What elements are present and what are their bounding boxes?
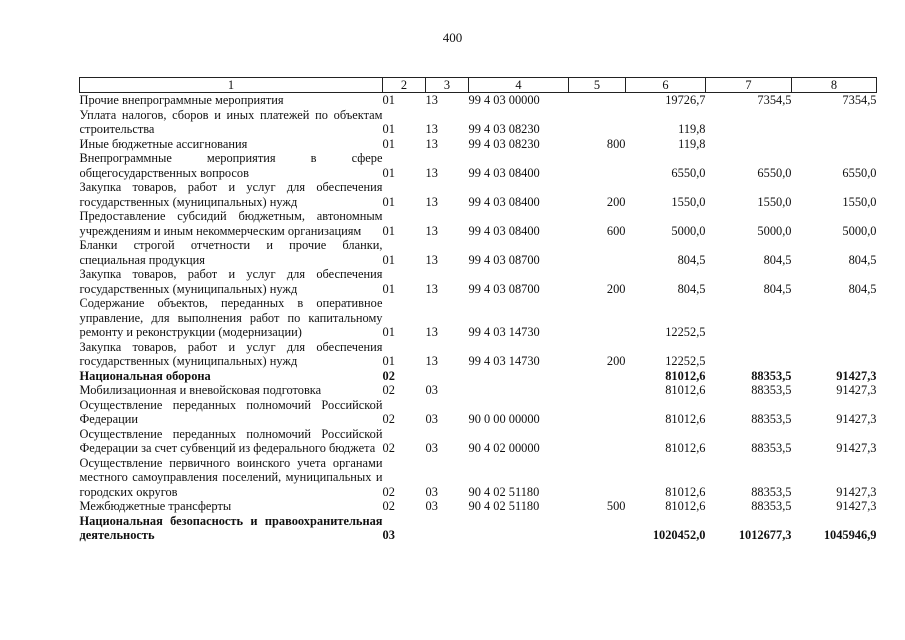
target-article-code	[469, 514, 569, 543]
amount-col-8: 804,5	[848, 281, 877, 296]
amount-col-7: 804,5	[763, 252, 792, 267]
target-article-code: 99 4 03 08230	[468, 122, 540, 136]
amount-col-8: 1550,0	[842, 194, 877, 209]
amount-col-7: 804,5	[763, 281, 792, 296]
subsection-code: 13	[425, 136, 438, 151]
amount-col-7: 7354,5	[757, 93, 792, 107]
amount-col-6: 1550,0	[671, 194, 706, 209]
subsection-code: 13	[425, 281, 438, 296]
amount-col-6: 81012,6	[665, 499, 706, 513]
column-header: 1	[80, 78, 383, 93]
expense-type-code	[569, 427, 626, 456]
amount-col-7: 5000,0	[757, 223, 792, 238]
expense-type-code	[569, 93, 626, 108]
subsection-code: 13	[425, 325, 438, 339]
expense-type-code: 800	[606, 136, 626, 151]
amount-col-6: 19726,7	[665, 93, 706, 107]
amount-col-7	[706, 340, 792, 369]
table-row	[80, 151, 877, 180]
row-name: Осуществление первичного воинского учета органами местного самоуправления поселений, муниципальных и городских округов	[79, 455, 383, 499]
section-code: 01	[382, 325, 395, 339]
amount-col-6: 12252,5	[665, 354, 706, 368]
amount-col-7	[706, 137, 792, 152]
expense-type-code	[569, 383, 626, 398]
page-number: 400	[442, 30, 463, 45]
subsection-code: 13	[425, 93, 438, 107]
header-row	[80, 78, 877, 93]
amount-col-7	[706, 296, 792, 340]
amount-col-6: 81012,6	[665, 383, 706, 397]
budget-table	[79, 77, 877, 543]
target-article-code: 90 4 02 51180	[468, 484, 540, 499]
section-code: 01	[382, 252, 395, 267]
section-code: 01	[382, 165, 395, 180]
table-row	[80, 514, 877, 543]
row-name: Закупка товаров, работ и услуг для обеспечения государственных (муниципальных) нужд	[79, 180, 383, 209]
amount-col-6: 804,5	[677, 252, 706, 267]
amount-col-8: 91427,3	[836, 441, 877, 455]
target-article-code	[469, 383, 569, 398]
target-article-code: 99 4 03 08400	[468, 165, 540, 180]
subsection-code: 03	[425, 383, 438, 397]
table-row	[80, 456, 877, 500]
amount-col-8: 5000,0	[842, 223, 877, 238]
target-article-code: 90 0 00 00000	[468, 412, 540, 426]
row-name: Иные бюджетные ассигнования	[79, 136, 248, 151]
column-header: 8	[792, 78, 877, 93]
section-code: 01	[382, 281, 395, 296]
section-code: 02	[382, 499, 395, 513]
column-header: 3	[426, 78, 469, 93]
row-name: Национальная оборона	[79, 368, 211, 383]
amount-col-6: 1020452,0	[652, 528, 706, 542]
table-row	[80, 369, 877, 384]
table-row	[80, 296, 877, 340]
subsection-code: 03	[425, 499, 438, 513]
amount-col-8: 6550,0	[842, 165, 877, 180]
amount-col-8: 1045946,9	[823, 528, 877, 542]
amount-col-8: 91427,3	[836, 368, 877, 383]
subsection-code: 13	[425, 223, 438, 238]
amount-col-6: 12252,5	[665, 325, 706, 339]
table-row	[80, 108, 877, 137]
table-row	[80, 137, 877, 152]
expense-type-code: 600	[606, 223, 626, 238]
table-row	[80, 383, 877, 398]
amount-col-7	[706, 108, 792, 137]
section-code: 01	[382, 122, 395, 136]
subsection-code: 13	[425, 252, 438, 267]
target-article-code: 99 4 03 14730	[468, 354, 540, 368]
column-header: 7	[706, 78, 792, 93]
amount-col-6: 119,8	[678, 136, 706, 151]
amount-col-8	[792, 296, 877, 340]
amount-col-7: 1012677,3	[738, 528, 792, 542]
amount-col-8: 91427,3	[836, 499, 877, 513]
target-article-code: 99 4 03 00000	[468, 93, 540, 107]
target-article-code: 90 4 02 00000	[468, 441, 540, 455]
column-header: 2	[383, 78, 426, 93]
target-article-code: 90 4 02 51180	[468, 499, 540, 513]
expense-type-code	[569, 108, 626, 137]
target-article-code: 99 4 03 14730	[468, 325, 540, 339]
section-code: 02	[382, 368, 395, 383]
amount-col-7: 88353,5	[751, 412, 792, 426]
table-row	[80, 180, 877, 209]
section-code: 02	[382, 383, 395, 397]
table-row	[80, 398, 877, 427]
expense-type-code: 500	[606, 499, 626, 513]
section-code: 02	[382, 484, 395, 499]
amount-col-8	[792, 108, 877, 137]
subsection-code: 03	[425, 441, 438, 455]
amount-col-7: 88353,5	[751, 383, 792, 397]
target-article-code: 99 4 03 08700	[468, 252, 540, 267]
expense-type-code	[569, 151, 626, 180]
subsection-code: 03	[425, 412, 438, 426]
row-name: Закупка товаров, работ и услуг для обеспечения государственных (муниципальных) нужд	[79, 339, 383, 368]
subsection-code: 13	[425, 122, 438, 136]
amount-col-8	[792, 340, 877, 369]
table-body	[80, 93, 877, 543]
subsection-code: 13	[425, 194, 438, 209]
column-header: 6	[626, 78, 706, 93]
row-name: Осуществление переданных полномочий Российской Федерации за счет субвенций из федерального бюджета	[79, 426, 383, 455]
table-row	[80, 427, 877, 456]
row-name: Предоставление субсидий бюджетным, автономным учреждениям и иным некоммерческим организациям	[79, 209, 383, 238]
target-article-code	[469, 369, 569, 384]
expense-type-code: 200	[606, 194, 626, 209]
expense-type-code	[569, 296, 626, 340]
expense-type-code: 200	[606, 281, 626, 296]
amount-col-6: 81012,6	[665, 412, 706, 426]
target-article-code: 99 4 03 08700	[468, 281, 540, 296]
amount-col-6: 81012,6	[665, 441, 706, 455]
table-row	[80, 267, 877, 296]
subsection-code	[426, 369, 469, 384]
row-name: Внепрограммные мероприятия в сфере общегосударственных вопросов	[79, 151, 383, 180]
subsection-code: 13	[425, 354, 438, 368]
row-name: Межбюджетные трансферты	[79, 499, 232, 513]
table-row	[80, 209, 877, 238]
expense-type-code	[569, 514, 626, 543]
amount-col-6: 804,5	[677, 281, 706, 296]
amount-col-7: 88353,5	[751, 484, 792, 499]
table-row	[80, 499, 877, 514]
row-name: Мобилизационная и вневойсковая подготовка	[79, 383, 322, 397]
amount-col-8: 91427,3	[836, 484, 877, 499]
section-code: 01	[382, 194, 395, 209]
amount-col-6: 119,8	[678, 122, 706, 136]
row-name: Осуществление переданных полномочий Российской Федерации	[79, 397, 383, 426]
subsection-code	[426, 514, 469, 543]
expense-type-code	[569, 238, 626, 267]
amount-col-6: 81012,6	[665, 368, 706, 383]
expense-type-code	[569, 456, 626, 500]
amount-col-7: 88353,5	[751, 441, 792, 455]
table-row	[80, 93, 877, 108]
section-code: 02	[382, 412, 395, 426]
amount-col-8: 804,5	[848, 252, 877, 267]
row-name: Национальная безопасность и правоохранительная деятельность	[79, 513, 383, 542]
target-article-code: 99 4 03 08400	[468, 223, 540, 238]
row-name: Закупка товаров, работ и услуг для обеспечения государственных (муниципальных) нужд	[79, 267, 383, 296]
target-article-code: 99 4 03 08400	[468, 194, 540, 209]
amount-col-8	[792, 137, 877, 152]
amount-col-6: 6550,0	[671, 165, 706, 180]
amount-col-7: 6550,0	[757, 165, 792, 180]
row-name: Прочие внепрограммные мероприятия	[79, 93, 284, 107]
row-name: Бланки строгой отчетности и прочие бланки, специальная продукция	[79, 238, 383, 267]
amount-col-7: 88353,5	[751, 499, 792, 513]
section-code: 03	[382, 528, 395, 542]
row-name: Уплата налогов, сборов и иных платежей по объектам строительства	[79, 107, 383, 136]
amount-col-8: 91427,3	[836, 383, 877, 397]
amount-col-6: 5000,0	[671, 223, 706, 238]
section-code: 01	[382, 223, 395, 238]
section-code: 02	[382, 441, 395, 455]
amount-col-7: 88353,5	[751, 368, 792, 383]
column-header: 4	[469, 78, 569, 93]
section-code: 01	[382, 354, 395, 368]
section-code: 01	[382, 136, 395, 151]
amount-col-6: 81012,6	[665, 484, 706, 499]
target-article-code: 99 4 03 08230	[468, 136, 540, 151]
amount-col-8: 7354,5	[842, 93, 877, 107]
section-code: 01	[382, 93, 395, 107]
expense-type-code: 200	[606, 354, 626, 368]
table-row	[80, 238, 877, 267]
amount-col-8: 91427,3	[836, 412, 877, 426]
expense-type-code	[569, 369, 626, 384]
expense-type-code	[569, 398, 626, 427]
subsection-code: 03	[425, 484, 438, 499]
table-row	[80, 340, 877, 369]
row-name: Содержание объектов, переданных в оперативное управление, для выполнения работ по капитальному ремонту и реконструкции (модернизации)	[79, 296, 383, 339]
column-header: 5	[569, 78, 626, 93]
subsection-code: 13	[425, 165, 438, 180]
amount-col-7: 1550,0	[757, 194, 792, 209]
